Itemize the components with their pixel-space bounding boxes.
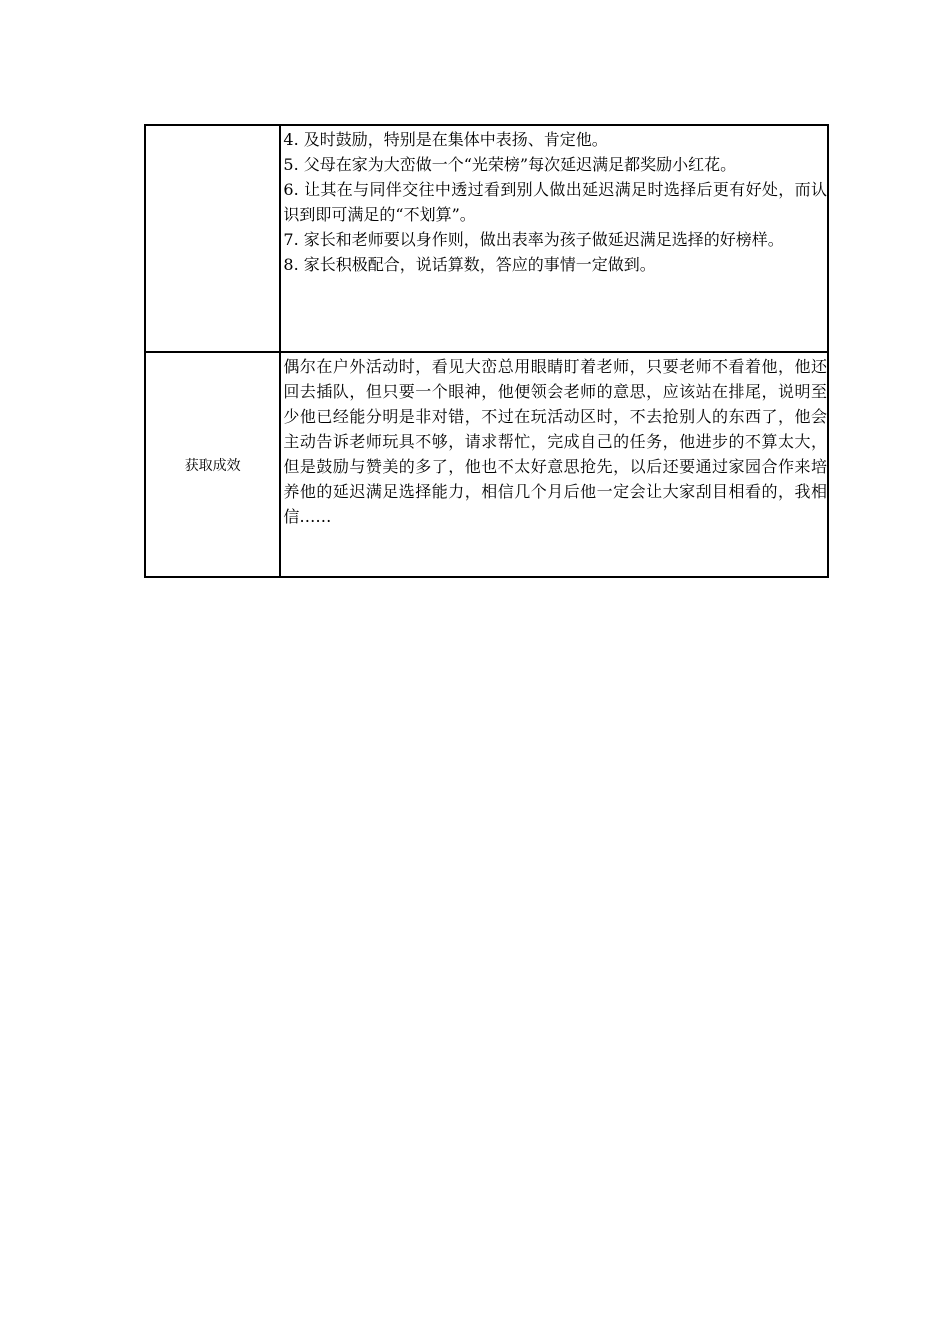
results-text: 偶尔在户外活动时，看见大峦总用眼睛盯着老师，只要老师不看着他，他还回去插队，但只要一个眼神，他便领会老师的意思，应该站在排尾，说明至少他已经能分明是非对错，不过在玩活动区时，不去抢别人的东西了，他会主动告诉老师玩具不够，请求帮忙，完成自己的任务，他进步的不算太大，但是鼓励与赞美的多了，他也不太好意思抢先，以后还要通过家园合作来培养他的延迟满足选择能力，相信几个月后他一定会让大家刮目相看的，我相信…… bbox=[283, 357, 827, 526]
strategies-row bbox=[145, 125, 828, 352]
results-label-cell: 获取成效 bbox=[145, 352, 280, 577]
strategy-item: 8. 家长积极配合，说话算数，答应的事情一定做到。 bbox=[283, 255, 656, 274]
strategy-item: 4. 及时鼓励，特别是在集体中表扬、肯定他。 bbox=[283, 130, 608, 149]
strategies-label-cell bbox=[145, 125, 280, 352]
results-content-cell bbox=[280, 352, 828, 577]
case-table bbox=[144, 124, 829, 578]
results-row bbox=[145, 352, 828, 577]
strategies-content-cell bbox=[280, 125, 828, 352]
strategy-item: 5. 父母在家为大峦做一个“光荣榜”每次延迟满足都奖励小红花。 bbox=[283, 155, 737, 174]
strategy-item: 7. 家长和老师要以身作则，做出表率为孩子做延迟满足选择的好榜样。 bbox=[283, 230, 784, 249]
strategy-item: 6. 让其在与同伴交往中透过看到别人做出延迟满足时选择后更有好处，而认识到即可满足的“不划算”。 bbox=[283, 180, 827, 224]
